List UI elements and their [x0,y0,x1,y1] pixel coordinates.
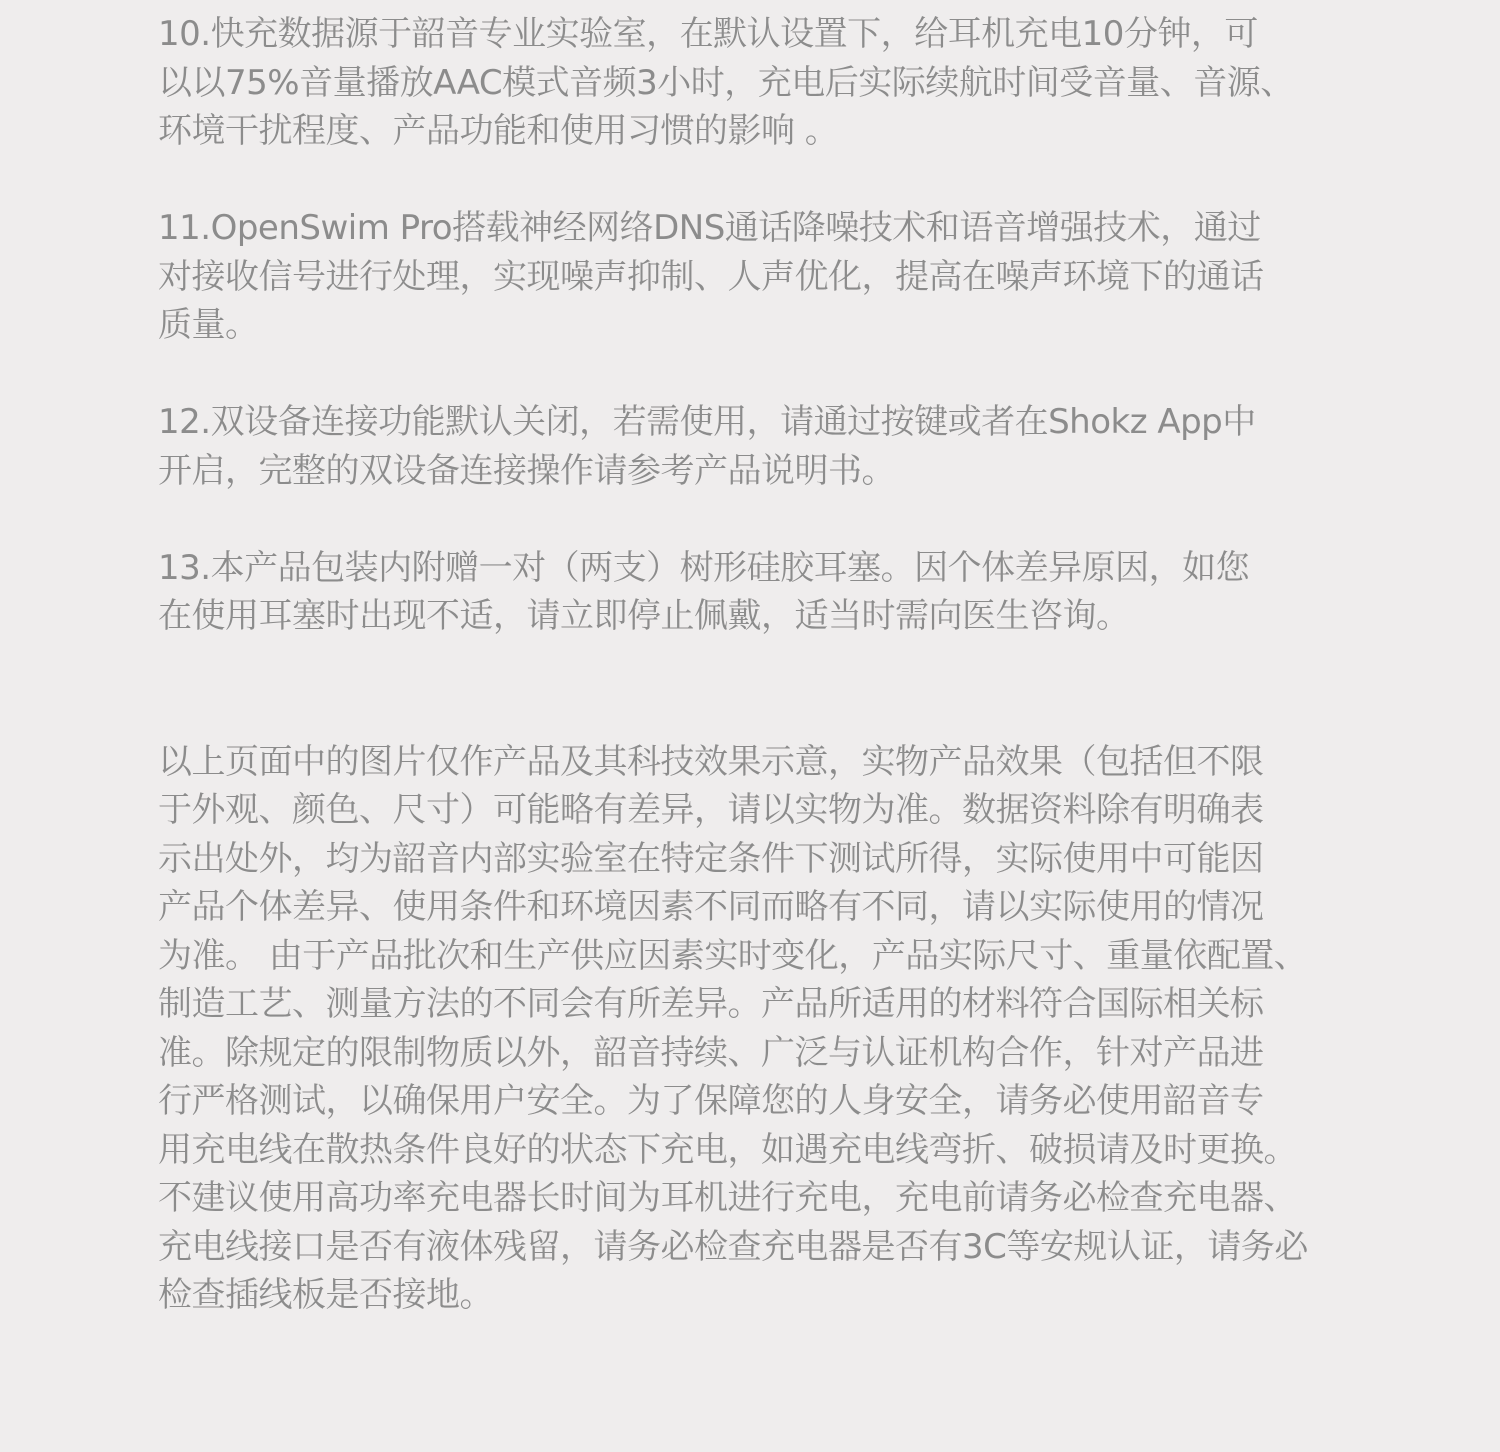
disclaimer-line: 不建议使用高功率充电器长时间为耳机进行充电，充电前请务必检查充电器、 [158,1178,1297,1218]
note-line: 13.本产品包装内附赠一对（两支）树形硅胶耳塞。因个体差异原因，如您 [158,547,1250,588]
note-line: 环境干扰程度、产品功能和使用习惯的影响 。 [158,111,839,151]
disclaimer-line: 以上页面中的图片仅作产品及其科技效果示意，实物产品效果（包括但不限 [158,741,1264,782]
disclaimer-line: 示出处外，均为韶音内部实验室在特定条件下测试所得，实际使用中可能因 [158,838,1264,879]
disclaimer-line: 用充电线在散热条件良好的状态下充电，如遇充电线弯折、破损请及时更换。 [158,1129,1297,1170]
note-line: 在使用耳塞时出现不适，请立即停止佩戴，适当时需向医生咨询。 [158,596,1130,636]
note-line: 12.双设备连接功能默认关闭，若需使用，请通过按键或者在Shokz App中 [158,402,1256,442]
disclaimer-line: 行严格测试，以确保用户安全。为了保障您的人身安全，请务必使用韶音专 [158,1081,1264,1121]
note-13 [158,544,1368,641]
disclaimer-line: 准。除规定的限制物质以外，韶音持续、广泛与认证机构合作，针对产品进 [158,1032,1264,1073]
note-10 [158,10,1368,156]
footnotes-section [158,10,1368,1320]
disclaimer-line: 于外观、颜色、尺寸）可能略有差异，请以实物为准。数据资料除有明确表 [158,790,1264,830]
note-line: 以以75%音量播放AAC模式音频3小时，充电后实际续航时间受音量、音源、 [158,62,1294,103]
disclaimer-line: 制造工艺、测量方法的不同会有所差异。产品所适用的材料符合国际相关标 [158,984,1264,1024]
note-12 [158,398,1368,495]
disclaimer-line: 检查插线板是否接地。 [158,1275,493,1315]
disclaimer-line: 为准。 由于产品批次和生产供应因素实时变化，产品实际尺寸、重量依配置、 [158,935,1308,976]
note-line: 质量。 [158,305,259,345]
disclaimer [158,738,1368,1320]
note-line: 11.OpenSwim Pro搭载神经网络DNS通话降噪技术和语音增强技术，通过 [158,208,1261,248]
disclaimer-line: 充电线接口是否有液体残留，请务必检查充电器是否有3C等安规认证，请务必 [158,1226,1308,1267]
note-11 [158,204,1368,350]
note-line: 对接收信号进行处理，实现噪声抑制、人声优化，提高在噪声环境下的通话 [158,256,1264,297]
note-line: 10.快充数据源于韶音专业实验室，在默认设置下，给耳机充电10分钟，可 [158,14,1258,54]
note-line: 开启，完整的双设备连接操作请参考产品说明书。 [158,450,895,491]
disclaimer-line: 产品个体差异、使用条件和环境因素不同而略有不同，请以实际使用的情况 [158,887,1264,927]
